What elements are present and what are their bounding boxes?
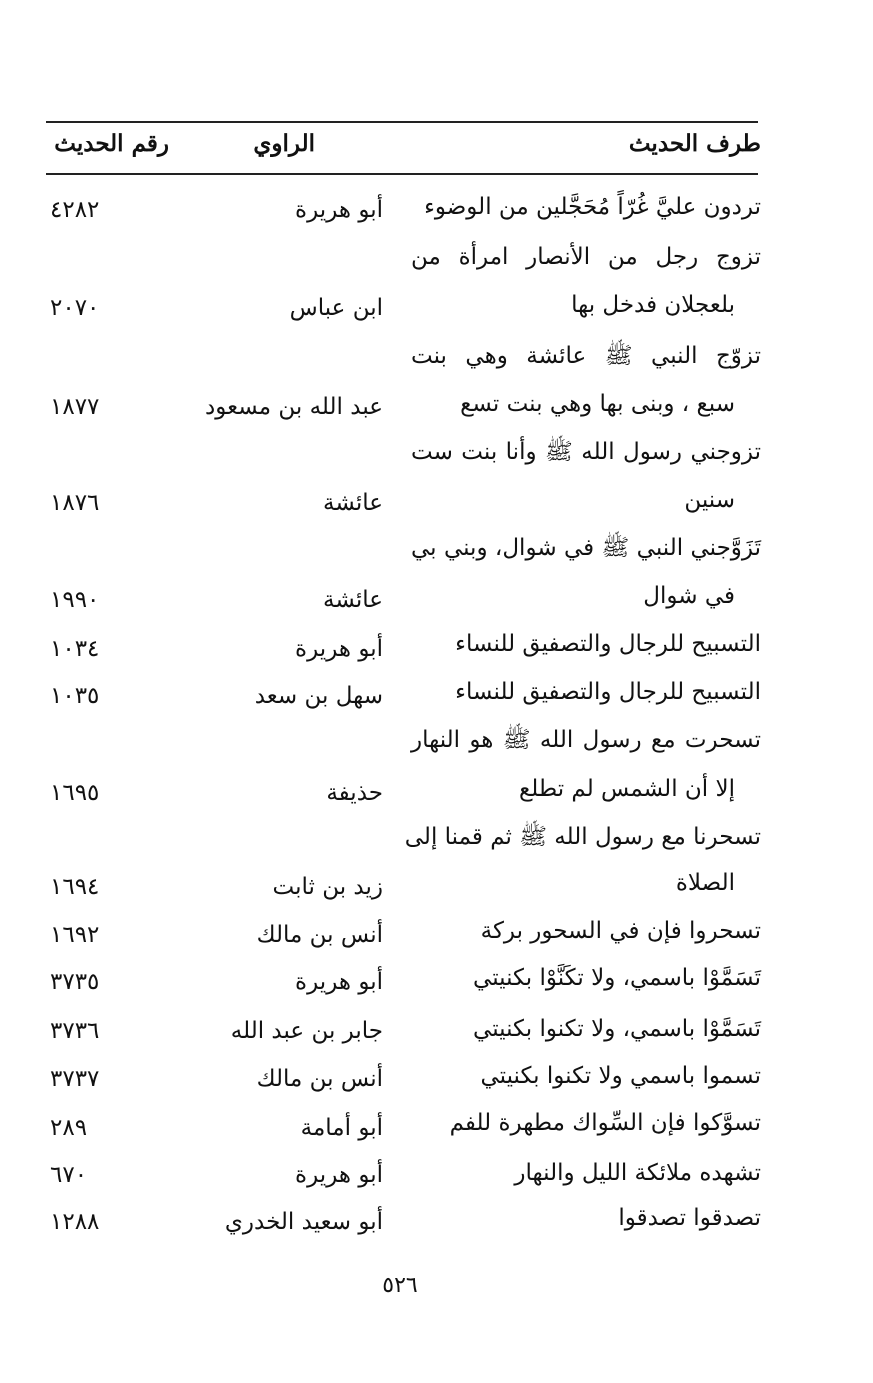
hadith-number: ٣٧٣٦ [50, 1018, 100, 1044]
hadith-line: تشهده ملائكة الليل والنهار [514, 1160, 761, 1186]
hadith-number: ٢٠٧٠ [50, 295, 100, 321]
hadith-number: ١٦٩٤ [50, 874, 100, 900]
narrator: أبو سعيد الخدري [224, 1209, 383, 1235]
hadith-line: إلا أن الشمس لم تطلع [518, 776, 735, 802]
hadith-line: سنين [684, 487, 735, 513]
narrator: عبد الله بن مسعود [205, 394, 383, 420]
header-narrator: الراوي [253, 130, 315, 157]
hadith-line: في شوال [643, 583, 735, 609]
narrator: سهل بن سعد [254, 683, 383, 709]
narrator: أنس بن مالك [256, 1066, 383, 1092]
hadith-line: الصلاة [675, 870, 735, 896]
narrator: ابن عباس [289, 295, 383, 321]
hadith-number: ١٩٩٠ [50, 587, 100, 613]
hadith-number: ١٦٩٥ [50, 780, 100, 806]
hadith-line: تسموا باسمي ولا تكنوا بكنيتي [480, 1063, 761, 1089]
hadith-line: بلعجلان فدخل بها [571, 292, 735, 318]
header-number: رقم الحديث [54, 130, 169, 157]
narrator: عائشة [323, 587, 383, 613]
hadith-number: ١٨٧٧ [50, 394, 100, 420]
narrator: زيد بن ثابت [272, 874, 383, 900]
hadith-number: ٣٧٣٥ [50, 969, 100, 995]
hadith-line: تسحرنا مع رسول الله ﷺ ثم قمنا إلى [404, 824, 761, 850]
narrator: أبو هريرة [295, 636, 383, 662]
narrator: أنس بن مالك [256, 922, 383, 948]
hadith-line: تَزَوَّجني النبي ﷺ في شوال، وبني بي [411, 535, 761, 561]
hadith-line: التسبيح للرجال والتصفيق للنساء [455, 679, 761, 705]
hadith-line: التسبيح للرجال والتصفيق للنساء [455, 631, 761, 657]
narrator: جابر بن عبد الله [230, 1018, 383, 1044]
hadith-line: تَسَمَّوْا باسمي، ولا تكَنَّوْا بكنيتي [473, 965, 761, 991]
hadith-line: تسحروا فإن في السحور بركة [480, 918, 761, 944]
hadith-line: تزوّج النبي ﷺ عائشة وهي بنت [411, 343, 761, 369]
narrator: أبو هريرة [295, 1162, 383, 1188]
narrator: عائشة [323, 490, 383, 516]
hadith-line: تَسَمَّوْا باسمي، ولا تكنوا بكنيتي [473, 1016, 761, 1042]
hadith-number: ١٠٣٥ [50, 683, 100, 709]
hadith-number: ١٨٧٦ [50, 490, 100, 516]
hadith-number: ٦٧٠ [50, 1162, 88, 1188]
hadith-line: تسحرت مع رسول الله ﷺ هو النهار [411, 727, 761, 753]
hadith-line: تزوج رجل من الأنصار امرأة من [411, 244, 761, 270]
hadith-number: ٤٢٨٢ [50, 197, 100, 223]
narrator: أبو هريرة [295, 197, 383, 223]
hadith-number: ١٦٩٢ [50, 922, 100, 948]
hadith-line: سبع ، وبنى بها وهي بنت تسع [460, 391, 735, 417]
hadith-number: ١٠٣٤ [50, 636, 100, 662]
narrator: أبو هريرة [295, 969, 383, 995]
hadith-line: تردون عليَّ غُرّاً مُحَجَّلين من الوضوء [424, 194, 761, 220]
header-hadith: طرف الحديث [628, 130, 761, 157]
hadith-number: ١٢٨٨ [50, 1209, 100, 1235]
hadith-line: تزوجني رسول الله ﷺ وأنا بنت ست [411, 439, 761, 465]
hadith-number: ٢٨٩ [50, 1115, 88, 1141]
page-number: ٥٢٦ [382, 1273, 418, 1298]
hadith-line: تصدقوا تصدقوا [618, 1205, 761, 1231]
top-rule [46, 121, 758, 123]
header-rule [46, 173, 758, 175]
narrator: حذيفة [326, 780, 383, 806]
narrator: أبو أمامة [300, 1115, 383, 1141]
hadith-line: تسوَّكوا فإن السِّواك مطهرة للفم [449, 1110, 761, 1136]
hadith-number: ٣٧٣٧ [50, 1066, 100, 1092]
